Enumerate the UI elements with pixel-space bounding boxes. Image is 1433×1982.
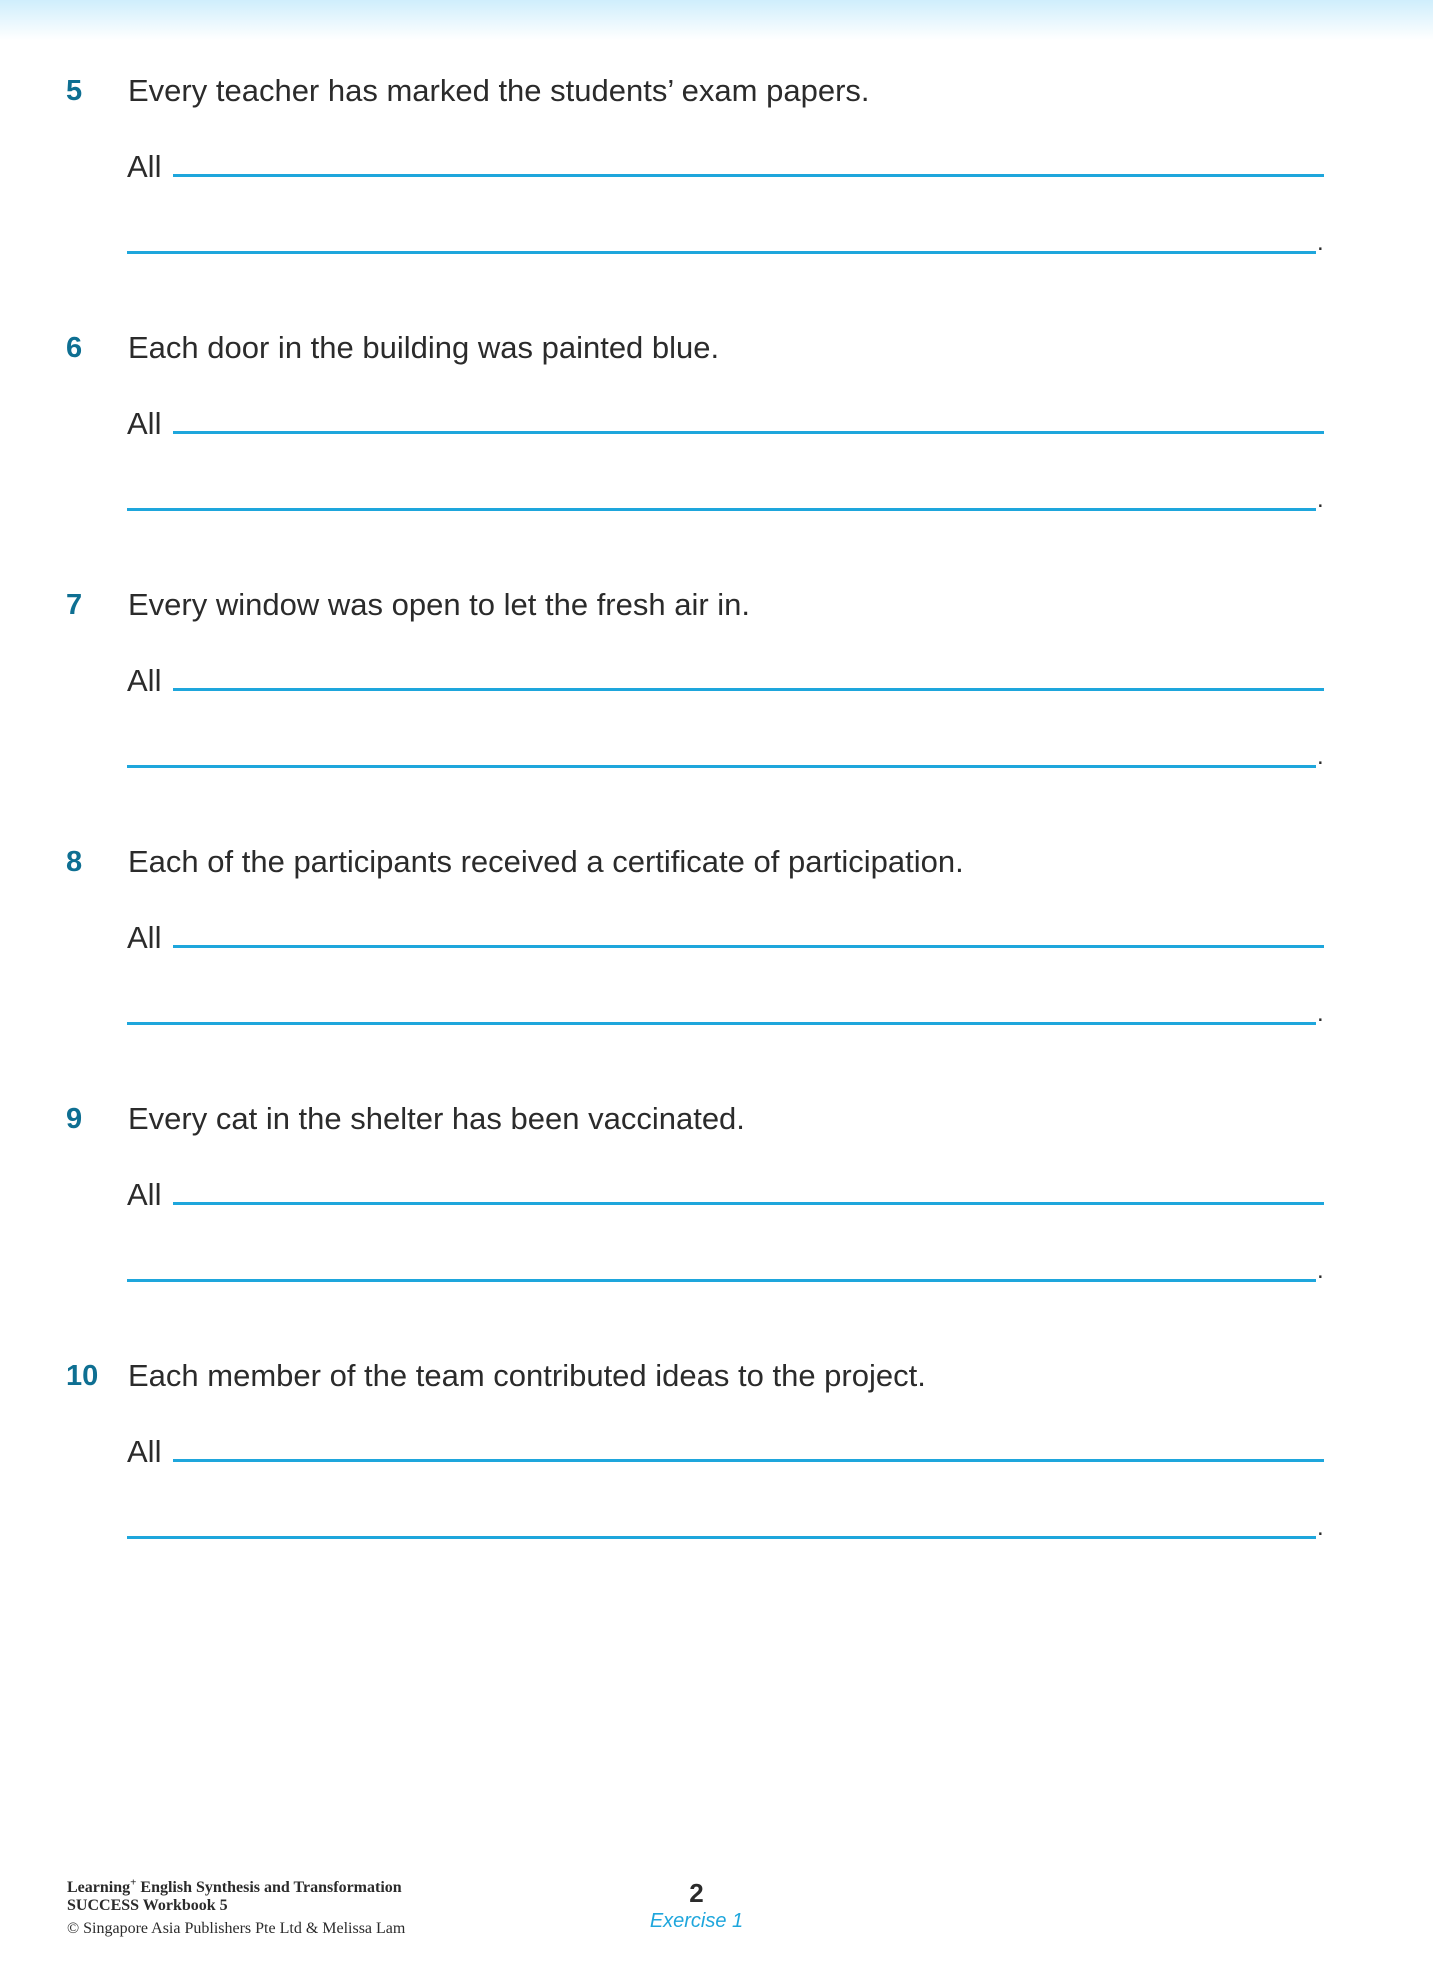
answer-line-1[interactable] <box>173 1459 1324 1462</box>
answer-line-2[interactable] <box>127 251 1316 254</box>
end-period: . <box>1317 229 1324 256</box>
question-number: 5 <box>66 75 83 107</box>
answer-line-2[interactable] <box>127 1022 1316 1025</box>
question-number: 6 <box>66 332 83 364</box>
answer-prompt: All <box>127 920 162 955</box>
end-period: . <box>1317 1514 1324 1541</box>
footer-title-rest: English Synthesis and Transformation <box>136 1879 402 1897</box>
answer-line-1[interactable] <box>173 174 1324 177</box>
answer-line-1[interactable] <box>173 1202 1324 1205</box>
exercise-label: Exercise 1 <box>649 1910 744 1932</box>
question-10 <box>0 1359 1433 1559</box>
footer-copyright: © Singapore Asia Publishers Pte Ltd & Melissa Lam <box>67 1920 406 1937</box>
end-period: . <box>1317 1257 1324 1284</box>
question-9 <box>0 1102 1433 1302</box>
question-text: Each door in the building was painted blue. <box>128 330 720 365</box>
page-number: 2 <box>689 1878 704 1908</box>
footer-title-sup: + <box>130 1877 137 1889</box>
answer-line-1[interactable] <box>173 688 1324 691</box>
question-8 <box>0 845 1433 1045</box>
answer-prompt: All <box>127 663 162 698</box>
question-text: Every teacher has marked the students’ exam papers. <box>128 73 870 108</box>
answer-line-1[interactable] <box>173 945 1324 948</box>
end-period: . <box>1317 486 1324 513</box>
footer-subtitle: SUCCESS Workbook 5 <box>67 1897 228 1914</box>
question-text: Each member of the team contributed ideas to the project. <box>128 1358 926 1393</box>
answer-line-1[interactable] <box>173 431 1324 434</box>
header-gradient-band <box>0 0 1433 40</box>
question-6 <box>0 331 1433 531</box>
question-5 <box>0 74 1433 274</box>
answer-line-2[interactable] <box>127 765 1316 768</box>
question-7 <box>0 588 1433 788</box>
question-number: 8 <box>66 846 83 878</box>
answer-prompt: All <box>127 149 162 184</box>
question-text: Each of the participants received a certificate of participation. <box>128 844 964 879</box>
answer-line-2[interactable] <box>127 508 1316 511</box>
footer-title-part: Learning <box>67 1879 131 1897</box>
answer-prompt: All <box>127 1177 162 1212</box>
answer-line-2[interactable] <box>127 1279 1316 1282</box>
question-text: Every cat in the shelter has been vaccinated. <box>128 1101 745 1136</box>
question-number: 7 <box>66 589 83 621</box>
answer-line-2[interactable] <box>127 1536 1316 1539</box>
answer-prompt: All <box>127 1434 162 1469</box>
question-number: 9 <box>66 1103 83 1135</box>
end-period: . <box>1317 743 1324 770</box>
question-number: 10 <box>66 1360 99 1392</box>
question-text: Every window was open to let the fresh air in. <box>128 587 751 622</box>
end-period: . <box>1317 1000 1324 1027</box>
answer-prompt: All <box>127 406 162 441</box>
